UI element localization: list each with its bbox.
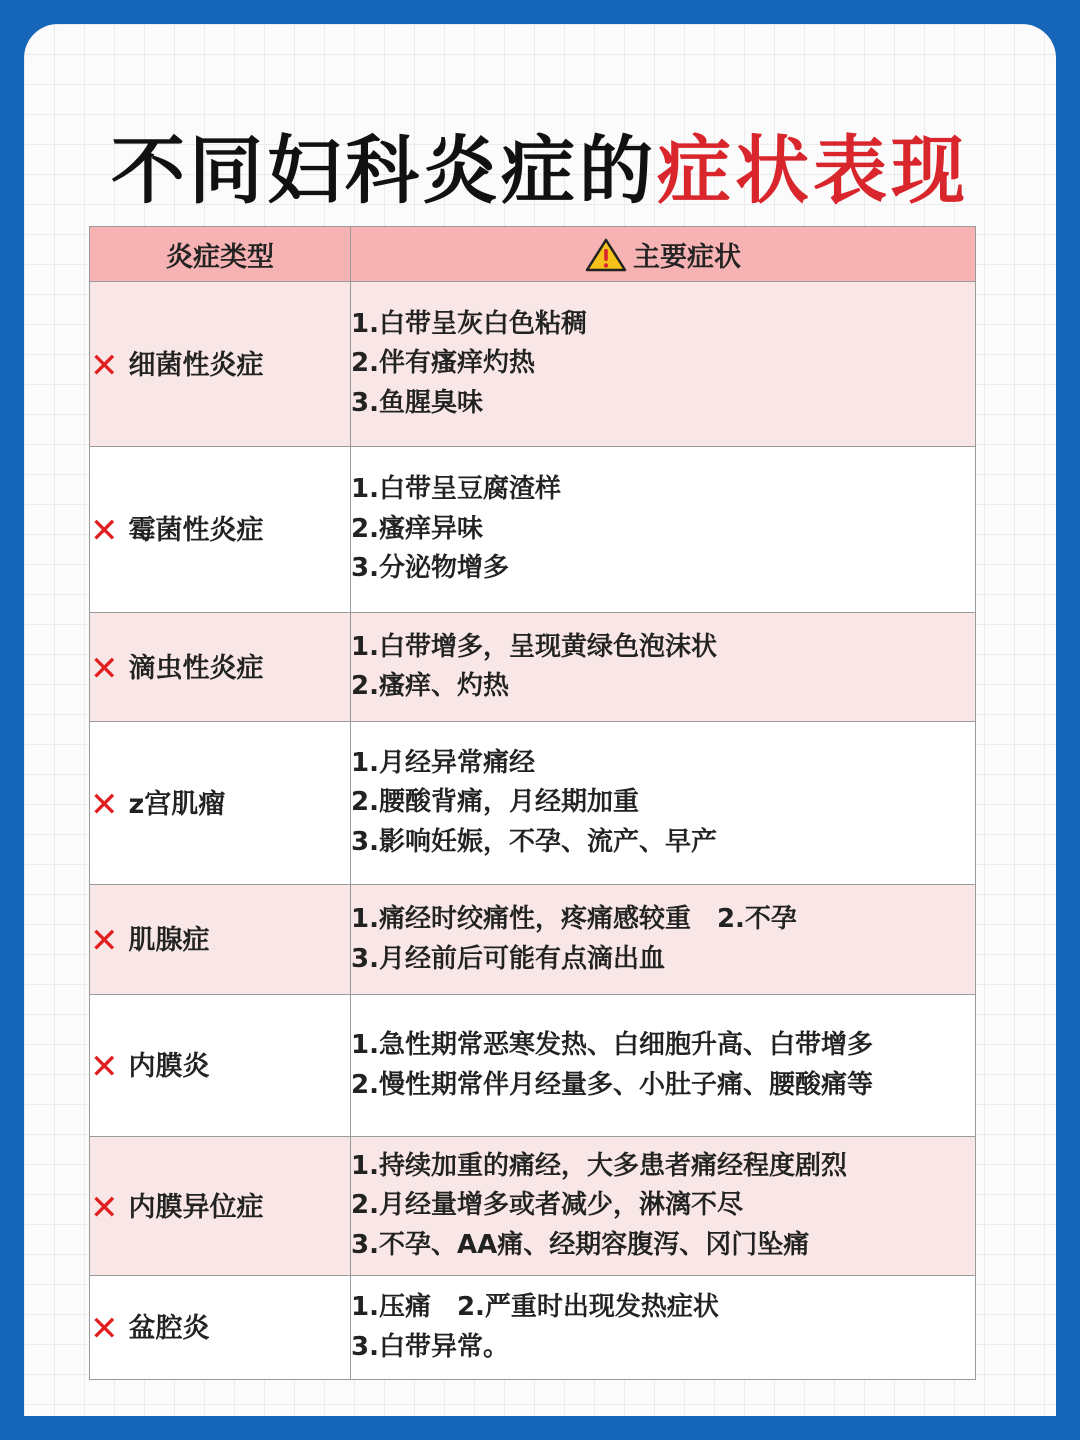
table-row bbox=[90, 722, 976, 885]
table-row bbox=[90, 613, 976, 722]
condition-cell bbox=[90, 1276, 351, 1380]
cross-icon: ✕ bbox=[90, 511, 119, 551]
symptom-line: 2.月经量增多或者减少，淋漓不尽 bbox=[351, 1190, 743, 1221]
condition-name: z宫肌瘤 bbox=[128, 788, 226, 820]
symptom-line: 1.急性期常恶寒发热、白细胞升高、白带增多 bbox=[351, 1030, 873, 1060]
symptoms-cell bbox=[351, 995, 976, 1137]
cross-icon: ✕ bbox=[90, 921, 119, 961]
header-type bbox=[90, 227, 351, 282]
warning-triangle-icon bbox=[585, 238, 627, 272]
table-row bbox=[90, 885, 976, 995]
symptom-line: 3.不孕、AA痛、经期容腹泻、冈门坠痛 bbox=[351, 1229, 810, 1260]
symptom-line: 3.分泌物增多 bbox=[351, 553, 509, 584]
cross-icon: ✕ bbox=[90, 1047, 119, 1087]
condition-name: 滴虫性炎症 bbox=[128, 652, 264, 684]
symptom-line: 1.痛经时绞痛性，疼痛感较重 2.不孕 bbox=[351, 904, 797, 934]
condition-cell bbox=[90, 447, 351, 613]
cross-icon: ✕ bbox=[90, 784, 119, 825]
condition-name: 内膜异位症 bbox=[128, 1191, 264, 1223]
condition-name: 细菌性炎症 bbox=[128, 349, 264, 381]
page-title bbox=[24, 112, 1056, 218]
table-header-row bbox=[90, 227, 976, 282]
cross-icon: ✕ bbox=[90, 648, 119, 689]
header-symptoms bbox=[351, 227, 976, 282]
symptoms-cell bbox=[351, 447, 976, 613]
symptom-line: 2.瘙痒、灼热 bbox=[351, 671, 509, 701]
table-row bbox=[90, 447, 976, 613]
condition-cell bbox=[90, 995, 351, 1137]
cross-icon: ✕ bbox=[90, 1309, 119, 1349]
symptoms-table bbox=[89, 226, 976, 1380]
condition-cell bbox=[90, 282, 351, 447]
title-main: 不同妇科炎症的 bbox=[111, 128, 657, 214]
condition-cell bbox=[90, 722, 351, 885]
table-row bbox=[90, 1137, 976, 1276]
condition-name: 霉菌性炎症 bbox=[128, 515, 264, 546]
symptoms-cell bbox=[351, 722, 976, 885]
condition-cell bbox=[90, 613, 351, 722]
symptom-line: 3.鱼腥臭味 bbox=[351, 387, 483, 418]
symptom-line: 2.瘙痒异味 bbox=[351, 513, 483, 544]
condition-name: 盆腔炎 bbox=[128, 1313, 210, 1344]
symptom-line: 1.白带增多，呈现黄绿色泡沫状 bbox=[351, 631, 717, 662]
condition-cell bbox=[90, 885, 351, 995]
table-row bbox=[90, 282, 976, 447]
symptom-line: 2.慢性期常伴月经量多、小肚子痛、腰酸痛等 bbox=[351, 1069, 873, 1100]
symptom-line: 1.持续加重的痛经，大多患者痛经程度剧烈 bbox=[351, 1150, 847, 1181]
cross-icon: ✕ bbox=[90, 345, 119, 386]
header-type-label: 炎症类型 bbox=[166, 241, 274, 273]
table-row bbox=[90, 1276, 976, 1380]
symptoms-cell bbox=[351, 1137, 976, 1276]
condition-name: 肌腺症 bbox=[128, 925, 210, 956]
symptoms-cell bbox=[351, 885, 976, 995]
cross-icon: ✕ bbox=[90, 1187, 119, 1228]
header-symptoms-label: 主要症状 bbox=[633, 241, 741, 273]
title-highlight: 症状表现 bbox=[657, 128, 969, 214]
condition-cell bbox=[90, 1137, 351, 1276]
symptom-line: 3.影响妊娠，不孕、流产、早产 bbox=[351, 826, 717, 857]
symptom-line: 2.腰酸背痛，月经期加重 bbox=[351, 787, 639, 818]
symptom-line: 3.白带异常。 bbox=[351, 1331, 509, 1362]
table-row bbox=[90, 995, 976, 1137]
symptom-line: 3.月经前后可能有点滴出血 bbox=[351, 943, 665, 974]
symptom-line: 1.压痛 2.严重时出现发热症状 bbox=[351, 1292, 719, 1322]
symptoms-cell bbox=[351, 282, 976, 447]
symptom-line: 1.白带呈豆腐渣样 bbox=[351, 474, 561, 505]
symptom-line: 2.伴有瘙痒灼热 bbox=[351, 348, 535, 379]
symptom-line: 1.白带呈灰白色粘稠 bbox=[351, 308, 587, 339]
symptom-line: 1.月经异常痛经 bbox=[351, 747, 535, 778]
condition-name: 内膜炎 bbox=[128, 1051, 210, 1082]
symptoms-cell bbox=[351, 1276, 976, 1380]
symptoms-cell bbox=[351, 613, 976, 722]
